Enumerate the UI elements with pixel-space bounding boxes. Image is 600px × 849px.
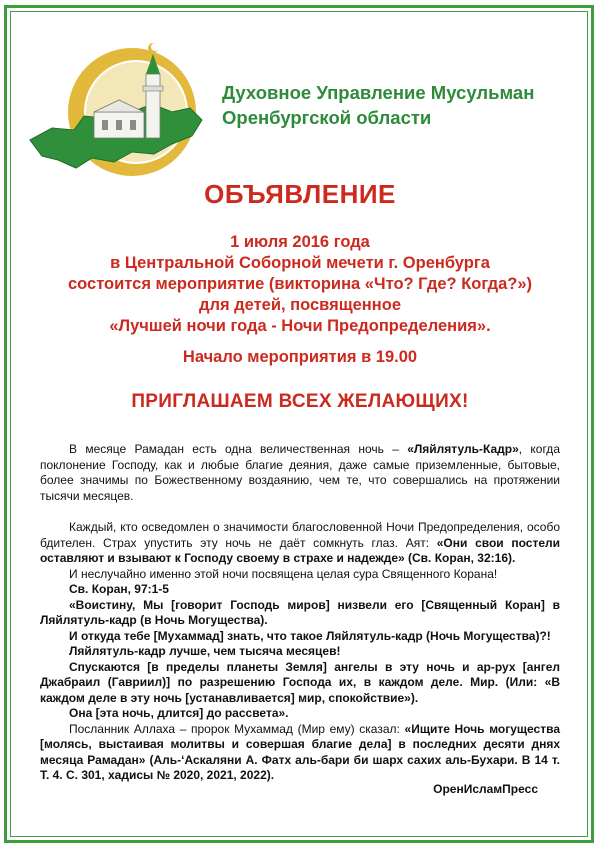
dum-logo (22, 20, 222, 195)
p2-text: Каждый, кто осведомлен о значимости благословенной Ночи Предопределения, особо бдителен. Страх упустить эту ночь не даёт сомкнуть глаз. Аят: (40, 520, 560, 550)
paragraph-hadith (40, 722, 560, 784)
verse-3-text: Ляйлятуль-кадр лучше, чем тысяча месяцев! (69, 644, 341, 658)
event-dedication: «Лучшей ночи года - Ночи Предопределения». (109, 317, 491, 335)
p1-text: В месяце Рамадан есть одна величественная ночь – (69, 442, 408, 456)
verse-5 (40, 706, 560, 722)
hadith-text: «Ищите Ночь могущества [молясь, выстаивая молитвы и совершая благие дела] в последних десяти днях месяца Рамадан» (Аль-‘Аскаляни А. Фатх аль-бари би шарх сахих аль-Бухари. В 14 т. Т. 4. С. 301, хадисы № 2020, 2021, 2022). (40, 721, 560, 782)
start-time: Начало мероприятия в 19.00 (182, 348, 418, 366)
verse-4 (40, 660, 560, 707)
p1-text-end: , когда поклонение Господу, как и любые благие деяния, даже самые приземленные, бытовые, более значимы по Божественному воздаянию, чем те, что совершались на протяжении тысячи месяцев. (40, 442, 560, 503)
p2-bold: «Они свои постели оставляют и взывают к Господу своему в страхе и надежде» (Св. Коран, 32:16). (40, 535, 561, 565)
paragraph-3: И неслучайно именно этой ночи посвящена целая сура Священного Корана! (69, 566, 498, 581)
verse-4-text: Спускаются [в пределы планеты Земля] ангелы в эту ночь и ар-рух [ангел Джабраил (Гавриил)] по разрешению Господа их, в каждом деле. Мир. (Или: «В каждом деле в эту ночь [устанавливается] мир, спокойствие»). (40, 659, 560, 705)
verse-1 (40, 598, 560, 629)
event-description: состоится мероприятие (викторина «Что? Где? Когда?») (67, 275, 533, 293)
footer-publisher: ОренИсламПресс (433, 782, 538, 796)
event-audience: для детей, посвященное (198, 296, 401, 314)
org-line-2: Оренбургской области (222, 107, 432, 128)
hadith-intro: Посланник Аллаха – пророк Мухаммад (Мир ему) сказал: (69, 721, 405, 736)
paragraph-1 (40, 442, 560, 504)
verse-3 (40, 644, 560, 660)
paragraph-2 (40, 520, 560, 567)
announcement-title: ОБЪЯВЛЕНИЕ (204, 179, 396, 209)
verse-2-text: И откуда тебе [Мухаммад] знать, что такое Ляйлятуль-кадр (Ночь Могущества)?! (69, 628, 551, 643)
event-location: в Центральной Соборной мечети г. Оренбурга (110, 254, 490, 272)
org-line-1: Духовное Управление Мусульман (222, 82, 535, 103)
verse-5-text: Она [эта ночь, длится] до рассвета». (69, 706, 289, 720)
p1-bold: «Ляйлятуль-Кадр» (407, 442, 519, 456)
event-date: 1 июля 2016 года (230, 233, 370, 251)
verse-2 (40, 629, 560, 645)
quran-reference (40, 582, 560, 598)
invitation: ПРИГЛАШАЕМ ВСЕХ ЖЕЛАЮЩИХ! (131, 391, 469, 412)
organization-name (222, 80, 592, 130)
quran-reference-text: Св. Коран, 97:1-5 (69, 582, 169, 596)
body-text (40, 442, 560, 784)
verse-1-text: «Воистину, Мы [говорит Господь миров] низвели его [Священный Коран] в Ляйлятуль-кадр (в Ночь Могущества). (40, 597, 560, 627)
event-details (0, 232, 600, 337)
